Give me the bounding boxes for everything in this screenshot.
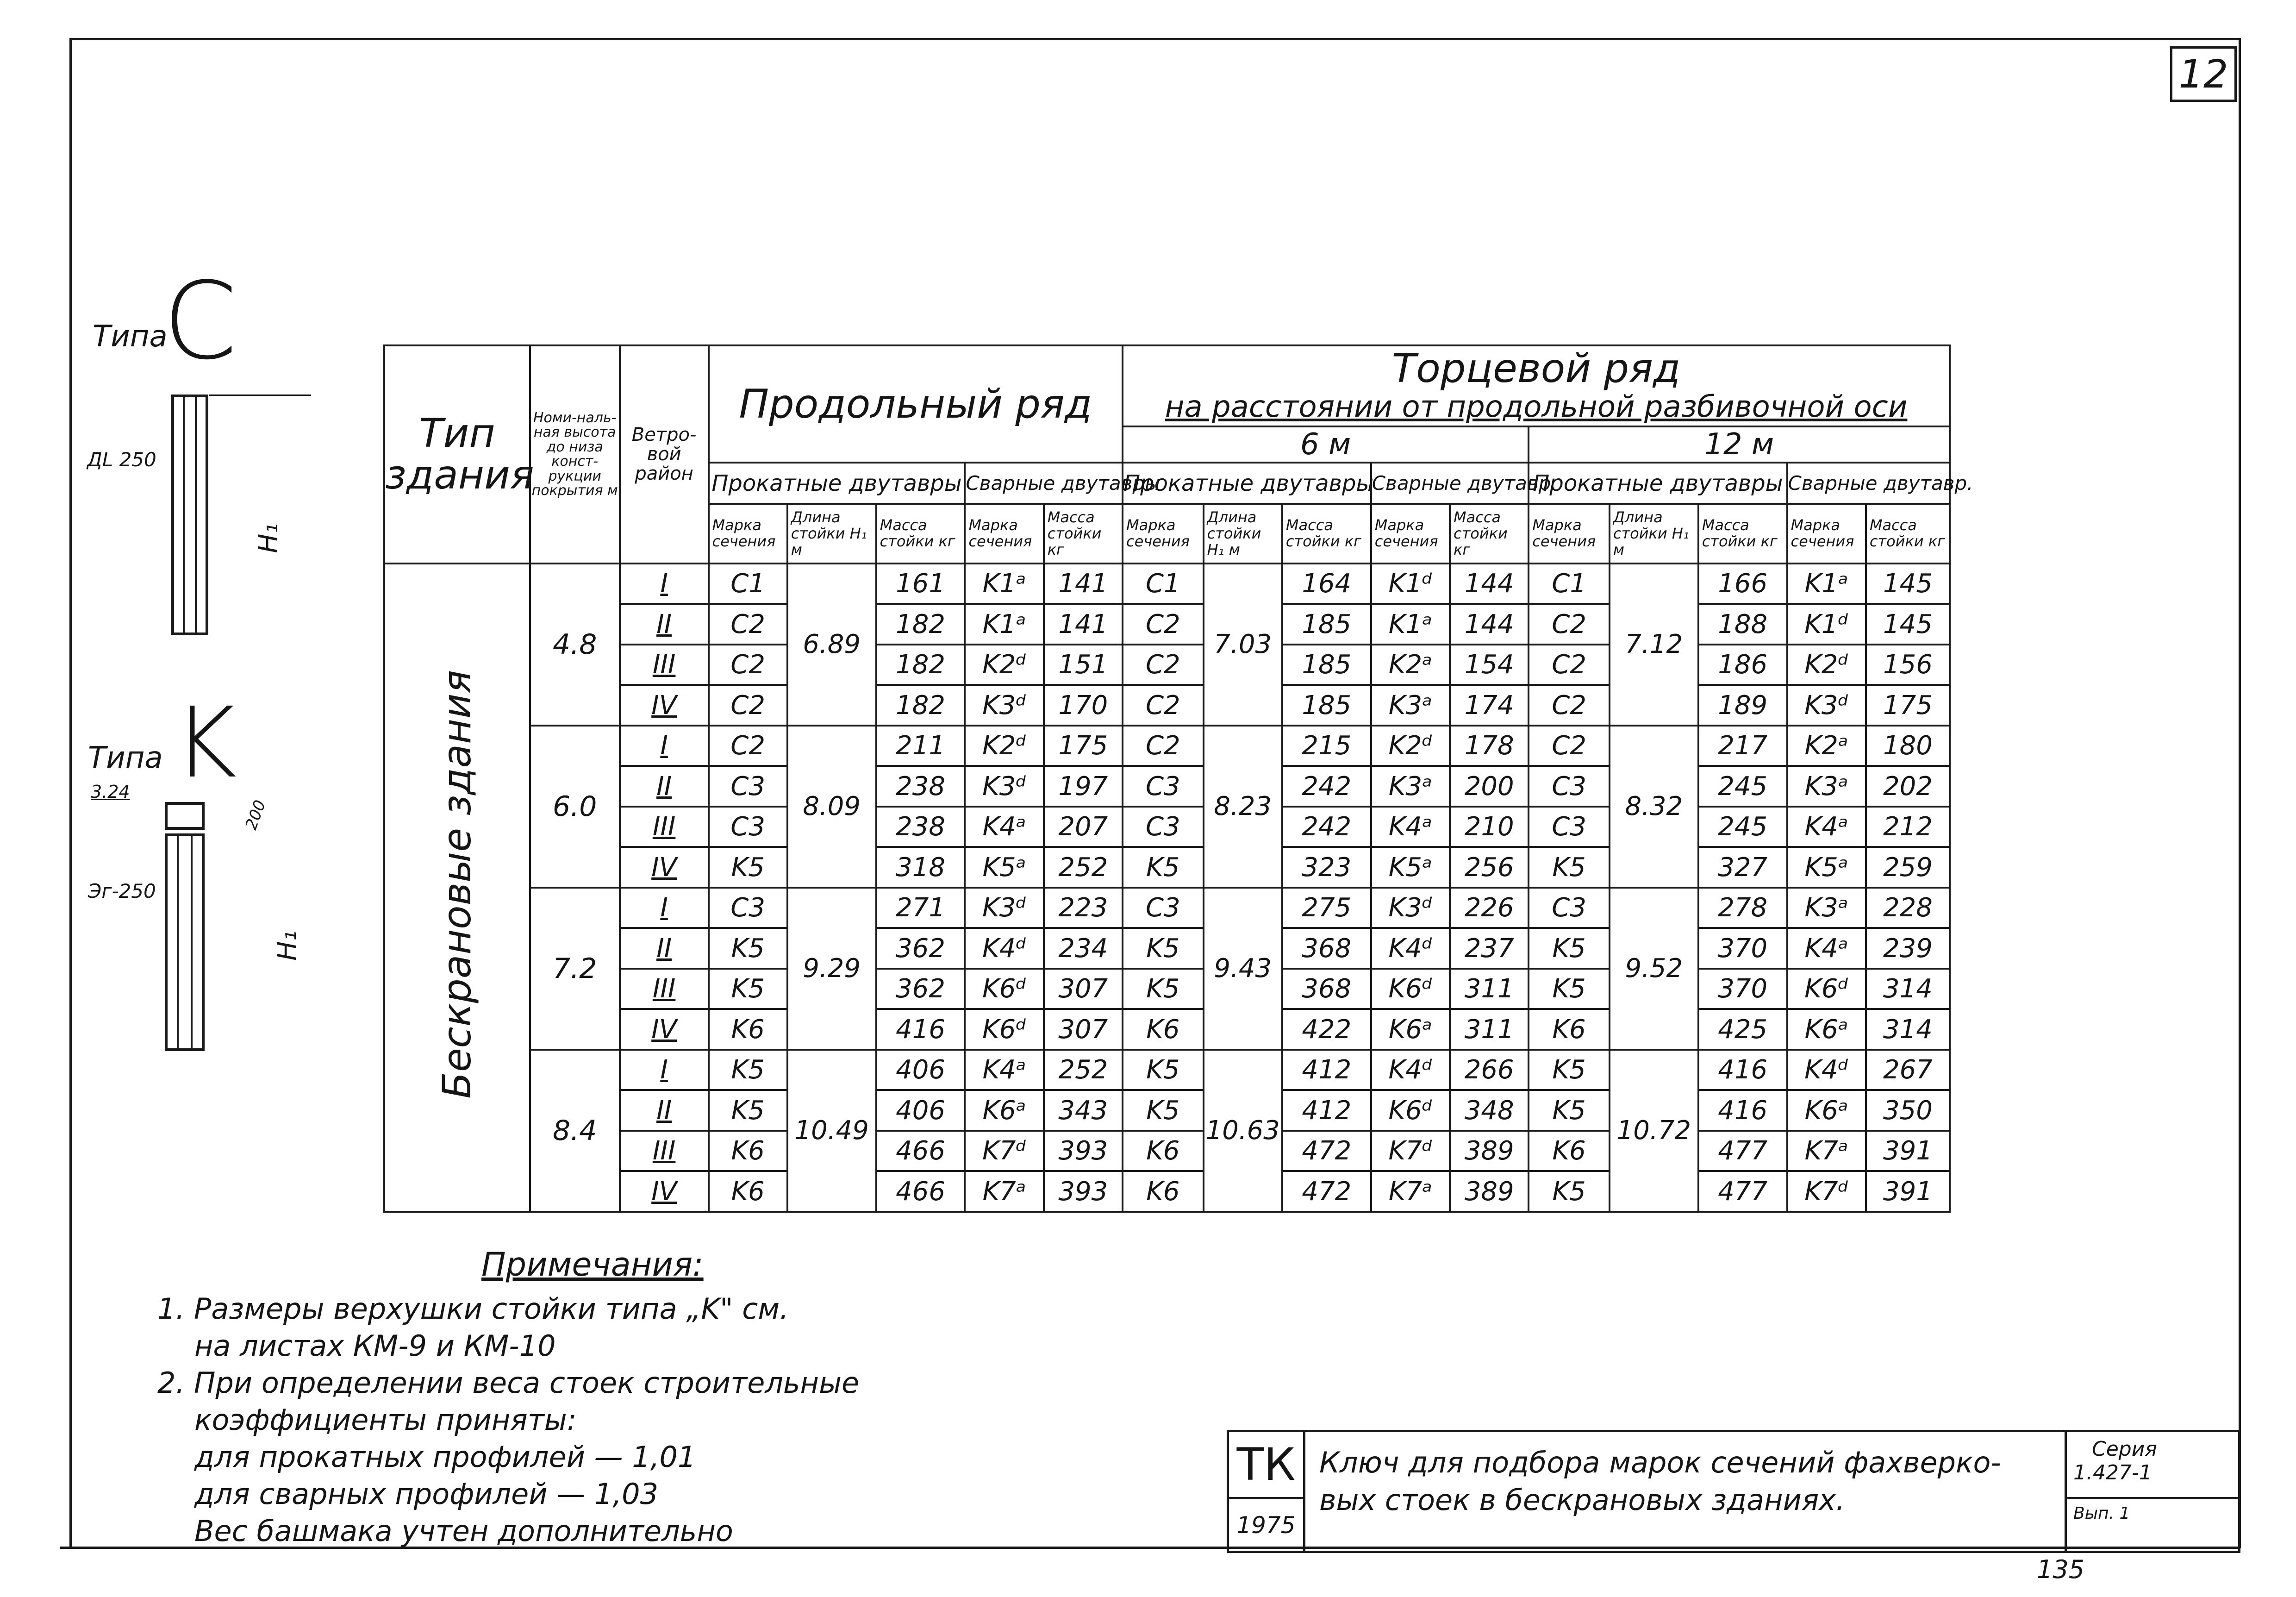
type-c-prefix: Типа [93, 319, 168, 354]
section-mark-cell: C2 [1529, 645, 1610, 685]
mass-cell: 314 [1866, 969, 1950, 1009]
mass-cell: 166 [1698, 564, 1787, 604]
section-mark-cell: C3 [709, 807, 787, 847]
section-mark-cell: K4ᵈ [1787, 1050, 1866, 1090]
length-cell: 8.32 [1610, 726, 1698, 888]
section-mark-cell: K7ᵃ [965, 1171, 1043, 1212]
mass-cell: 170 [1044, 685, 1123, 726]
section-mark-cell: K6 [1529, 1131, 1610, 1171]
wind-region-cell: IV [620, 847, 709, 888]
section-mark-cell: K6 [1123, 1009, 1204, 1050]
header-wind-region: Ветро-вой район [620, 345, 709, 564]
wind-region-cell: III [620, 645, 709, 685]
mass-cell: 307 [1044, 1009, 1123, 1050]
section-mark-cell: K5 [1123, 969, 1204, 1009]
mass-cell: 412 [1282, 1050, 1371, 1090]
header-mark: Марка сечения [965, 504, 1043, 564]
section-mark-cell: K5 [1529, 847, 1610, 888]
section-mark-cell: K5 [1529, 969, 1610, 1009]
mass-cell: 185 [1282, 604, 1371, 645]
mass-cell: 406 [876, 1090, 965, 1131]
frame-right [2239, 38, 2241, 1548]
mass-cell: 368 [1282, 928, 1371, 969]
header-mark: Марка сечения [1787, 504, 1866, 564]
length-cell: 10.72 [1610, 1050, 1698, 1212]
header-length: Длина стойки H₁ м [787, 504, 876, 564]
section-mark-cell: K2ᵈ [965, 726, 1043, 766]
mass-cell: 185 [1282, 645, 1371, 685]
mass-cell: 323 [1282, 847, 1371, 888]
header-rolled-longitudinal: Прокатные двутавры [709, 463, 965, 504]
section-mark-cell: C1 [1123, 564, 1204, 604]
section-mark-cell: C1 [1529, 564, 1610, 604]
note-line: Вес башмака учтен дополнительно [194, 1514, 733, 1548]
mass-cell: 389 [1450, 1131, 1529, 1171]
note-line: коэффициенты приняты: [194, 1403, 577, 1437]
section-mark-cell: K4ᵃ [965, 807, 1043, 847]
section-mark-cell: K4ᵈ [1371, 1050, 1450, 1090]
section-mark-cell: C3 [1123, 766, 1204, 807]
wind-region-cell: II [620, 604, 709, 645]
section-mark-cell: C2 [1123, 685, 1204, 726]
type-c-height: H₁ [253, 523, 284, 553]
section-mark-cell: C2 [1123, 726, 1204, 766]
mass-cell: 362 [876, 969, 965, 1009]
header-mass: Масса стойки кг [1866, 504, 1950, 564]
mass-cell: 178 [1450, 726, 1529, 766]
section-mark-cell: K6ᵃ [1371, 1009, 1450, 1050]
mass-cell: 200 [1450, 766, 1529, 807]
mass-cell: 271 [876, 888, 965, 928]
mass-cell: 256 [1450, 847, 1529, 888]
type-k-letter: K [173, 686, 237, 800]
header-mark: Марка сечения [709, 504, 787, 564]
mass-cell: 466 [876, 1131, 965, 1171]
mass-cell: 477 [1698, 1131, 1787, 1171]
section-mark-cell: K7ᵃ [1787, 1131, 1866, 1171]
notes-title: Примечания: [481, 1246, 704, 1284]
section-mark-cell: K4ᵈ [965, 928, 1043, 969]
stamp-series-label: Серия [2092, 1437, 2157, 1461]
section-mark-cell: K3ᵈ [1787, 685, 1866, 726]
mass-cell: 185 [1282, 685, 1371, 726]
section-mark-cell: K1ᵃ [965, 564, 1043, 604]
header-end-row [1123, 345, 1950, 426]
mass-cell: 217 [1698, 726, 1787, 766]
header-rolled-6m: Прокатные двутавры [1123, 463, 1371, 504]
section-mark-cell: K4ᵃ [1787, 807, 1866, 847]
section-mark-cell: C3 [1529, 807, 1610, 847]
section-mark-cell: K5 [1529, 1050, 1610, 1090]
mass-cell: 161 [876, 564, 965, 604]
mass-cell: 210 [1450, 807, 1529, 847]
mass-cell: 145 [1866, 564, 1950, 604]
section-mark-cell: K6 [709, 1009, 787, 1050]
mass-cell: 189 [1698, 685, 1787, 726]
section-mark-cell: K2ᵈ [1787, 645, 1866, 685]
mass-cell: 425 [1698, 1009, 1787, 1050]
mass-cell: 252 [1044, 1050, 1123, 1090]
section-mark-cell: C3 [1123, 807, 1204, 847]
section-mark-cell: K1ᵃ [965, 604, 1043, 645]
mass-cell: 416 [1698, 1050, 1787, 1090]
header-rolled-12m: Прокатные двутавры [1529, 463, 1787, 504]
mass-cell: 226 [1450, 888, 1529, 928]
mass-cell: 472 [1282, 1171, 1371, 1212]
mass-cell: 174 [1450, 685, 1529, 726]
mass-cell: 234 [1044, 928, 1123, 969]
height-cell: 4.8 [530, 564, 620, 726]
section-mark-cell: K6 [1123, 1171, 1204, 1212]
mass-cell: 151 [1044, 645, 1123, 685]
mass-cell: 245 [1698, 807, 1787, 847]
column-k-cap [165, 802, 205, 830]
mass-cell: 164 [1282, 564, 1371, 604]
section-mark-cell: K2ᵃ [1371, 645, 1450, 685]
section-mark-cell: C2 [1529, 685, 1610, 726]
mass-cell: 145 [1866, 604, 1950, 645]
type-c-profile: ДL 250 [87, 448, 156, 471]
section-mark-cell: K5 [709, 969, 787, 1009]
section-mark-cell: K5 [709, 928, 787, 969]
mass-cell: 406 [876, 1050, 965, 1090]
stamp-title-line1: Ключ для подбора марок сечений фахверко- [1319, 1446, 2001, 1479]
mass-cell: 156 [1866, 645, 1950, 685]
section-mark-cell: K7ᵈ [1787, 1171, 1866, 1212]
mass-cell: 245 [1698, 766, 1787, 807]
section-mark-cell: K5 [1529, 1171, 1610, 1212]
mass-cell: 391 [1866, 1131, 1950, 1171]
section-mark-cell: K1ᵃ [1371, 604, 1450, 645]
section-mark-cell: C2 [1123, 604, 1204, 645]
stamp-series [2065, 1430, 2240, 1499]
section-mark-cell: K5 [1529, 928, 1610, 969]
stamp-year: 1975 [1227, 1497, 1305, 1553]
section-mark-cell: K3ᵃ [1371, 766, 1450, 807]
wind-region-cell: I [620, 1050, 709, 1090]
section-mark-cell: K4ᵈ [1371, 928, 1450, 969]
section-mark-cell: K5 [1123, 1050, 1204, 1090]
wind-region-cell: II [620, 766, 709, 807]
section-mark-cell: K5ᵃ [1787, 847, 1866, 888]
header-mass: Масса стойки кг [1450, 504, 1529, 564]
section-mark-cell: K4ᵃ [1787, 928, 1866, 969]
building-type-cell [384, 564, 530, 1212]
mass-cell: 393 [1044, 1171, 1123, 1212]
section-mark-cell: C2 [709, 604, 787, 645]
mass-cell: 188 [1698, 604, 1787, 645]
mass-cell: 343 [1044, 1090, 1123, 1131]
frame-top [69, 38, 2240, 40]
section-mark-cell: K5 [1529, 1090, 1610, 1131]
section-mark-cell: K6ᵈ [965, 1009, 1043, 1050]
type-k-dim: 200 [242, 797, 270, 833]
section-mark-cell: C1 [709, 564, 787, 604]
height-cell: 7.2 [530, 888, 620, 1050]
header-building-type: Тип здания [384, 345, 530, 564]
section-mark-cell: K5 [709, 847, 787, 888]
stamp-series-value: 1.427-1 [2073, 1460, 2152, 1484]
mass-cell: 252 [1044, 847, 1123, 888]
mass-cell: 144 [1450, 564, 1529, 604]
header-end-row-title: Торцевой ряд [1391, 345, 1681, 392]
mass-cell: 238 [876, 807, 965, 847]
mass-cell: 362 [876, 928, 965, 969]
mass-cell: 370 [1698, 969, 1787, 1009]
mass-cell: 186 [1698, 645, 1787, 685]
wind-region-cell: II [620, 1090, 709, 1131]
note-line: 1. Размеры верхушки стойки типа „K" см. [157, 1292, 789, 1326]
mass-cell: 477 [1698, 1171, 1787, 1212]
length-cell: 9.29 [787, 888, 876, 1050]
mass-cell: 182 [876, 604, 965, 645]
header-mass: Масса стойки кг [1698, 504, 1787, 564]
mass-cell: 389 [1450, 1171, 1529, 1212]
section-mark-cell: K4ᵃ [965, 1050, 1043, 1090]
type-k-prefix: Типа [88, 741, 163, 775]
mass-cell: 141 [1044, 604, 1123, 645]
mass-cell: 238 [876, 766, 965, 807]
mass-cell: 223 [1044, 888, 1123, 928]
note-line: для сварных профилей — 1,03 [194, 1477, 659, 1511]
height-cell: 8.4 [530, 1050, 620, 1212]
mass-cell: 242 [1282, 807, 1371, 847]
note-line: 2. При определении веса стоек строительные [157, 1366, 860, 1400]
section-mark-cell: K6ᵈ [1371, 1090, 1450, 1131]
section-mark-cell: C3 [1529, 888, 1610, 928]
mass-cell: 182 [876, 685, 965, 726]
wind-region-cell: IV [620, 1009, 709, 1050]
mass-cell: 182 [876, 645, 965, 685]
table-row [384, 888, 1950, 928]
mass-cell: 393 [1044, 1131, 1123, 1171]
type-k-profile: Эг-250 [88, 880, 156, 902]
section-mark-cell: K2ᵈ [1371, 726, 1450, 766]
section-mark-cell: K1ᵈ [1787, 604, 1866, 645]
note-line: для прокатных профилей — 1,01 [194, 1440, 696, 1474]
header-longitudinal-row: Продольный ряд [709, 345, 1123, 463]
mass-cell: 472 [1282, 1131, 1371, 1171]
wind-region-cell: II [620, 928, 709, 969]
height-cell: 6.0 [530, 726, 620, 888]
mass-cell: 416 [876, 1009, 965, 1050]
header-end-row-subtitle: на расстоянии от продольной разбивочной оси [1165, 389, 1908, 424]
header-distance-6m: 6 м [1123, 426, 1529, 463]
length-cell: 10.63 [1204, 1050, 1282, 1212]
mass-cell: 242 [1282, 766, 1371, 807]
type-k-height: H₁ [272, 931, 302, 961]
mass-cell: 466 [876, 1171, 965, 1212]
wind-region-cell: IV [620, 685, 709, 726]
mass-cell: 211 [876, 726, 965, 766]
mass-cell: 197 [1044, 766, 1123, 807]
wind-region-cell: I [620, 564, 709, 604]
section-mark-cell: K3ᵈ [965, 888, 1043, 928]
mass-cell: 212 [1866, 807, 1950, 847]
mass-cell: 180 [1866, 726, 1950, 766]
section-mark-cell: K3ᵈ [965, 766, 1043, 807]
column-c-web [183, 395, 197, 635]
section-mark-cell: C3 [1529, 766, 1610, 807]
wind-region-cell: I [620, 888, 709, 928]
header-mass: Масса стойки кг [1282, 504, 1371, 564]
bottom-mark: 135 [2037, 1555, 2085, 1584]
stamp-title [1303, 1430, 2067, 1553]
section-mark-cell: K6ᵈ [965, 969, 1043, 1009]
mass-cell: 175 [1866, 685, 1950, 726]
section-mark-cell: K7ᵈ [965, 1131, 1043, 1171]
mass-cell: 327 [1698, 847, 1787, 888]
stamp-title-line2: вых стоек в бескрановых зданиях. [1319, 1483, 1845, 1517]
section-mark-cell: K5ᵃ [965, 847, 1043, 888]
section-mark-cell: K1ᵈ [1371, 564, 1450, 604]
mass-cell: 266 [1450, 1050, 1529, 1090]
table-body [384, 564, 1950, 1212]
wind-region-cell: III [620, 807, 709, 847]
mass-cell: 307 [1044, 969, 1123, 1009]
mass-cell: 318 [876, 847, 965, 888]
section-mark-cell: K5 [1123, 928, 1204, 969]
header-nominal-height: Номи-наль-ная высота до низа конст-рукции покрытия м [530, 345, 620, 564]
section-mark-cell: K5ᵃ [1371, 847, 1450, 888]
mass-cell: 314 [1866, 1009, 1950, 1050]
type-k-ref: 3.24 [91, 782, 130, 802]
mass-cell: 215 [1282, 726, 1371, 766]
section-mark-cell: K6ᵈ [1371, 969, 1450, 1009]
stamp-org: ТК [1227, 1430, 1305, 1499]
building-type-value: Бескрановые здания [434, 670, 480, 1099]
section-mark-cell: K3ᵃ [1787, 888, 1866, 928]
header-mark: Марка сечения [1529, 504, 1610, 564]
mass-cell: 368 [1282, 969, 1371, 1009]
table-row [384, 564, 1950, 604]
mass-cell: 259 [1866, 847, 1950, 888]
mass-cell: 412 [1282, 1090, 1371, 1131]
section-mark-cell: K6ᵃ [1787, 1090, 1866, 1131]
mass-cell: 267 [1866, 1050, 1950, 1090]
section-mark-cell: K6 [709, 1171, 787, 1212]
mass-cell: 239 [1866, 928, 1950, 969]
title-stamp [1227, 1430, 2240, 1553]
section-mark-cell: K2ᵈ [965, 645, 1043, 685]
section-mark-cell: K6ᵃ [965, 1090, 1043, 1131]
column-selection-table [383, 344, 1973, 1213]
mass-cell: 237 [1450, 928, 1529, 969]
mass-cell: 175 [1044, 726, 1123, 766]
table-row [384, 726, 1950, 766]
section-mark-cell: K3ᵈ [1371, 888, 1450, 928]
section-mark-cell: K1ᵃ [1787, 564, 1866, 604]
section-mark-cell: C2 [709, 726, 787, 766]
column-c-dim-line [209, 395, 311, 396]
section-mark-cell: K5 [709, 1050, 787, 1090]
section-mark-cell: C2 [1123, 645, 1204, 685]
mass-cell: 275 [1282, 888, 1371, 928]
header-length: Длина стойки H₁ м [1610, 504, 1698, 564]
section-mark-cell: K6 [1529, 1009, 1610, 1050]
frame-left [69, 38, 72, 1548]
length-cell: 7.12 [1610, 564, 1698, 726]
section-mark-cell: K6 [709, 1131, 787, 1171]
mass-cell: 422 [1282, 1009, 1371, 1050]
stamp-issue: Вып. 1 [2065, 1497, 2240, 1553]
length-cell: 7.03 [1204, 564, 1282, 726]
section-mark-cell: K2ᵃ [1787, 726, 1866, 766]
section-mark-cell: K3ᵈ [965, 685, 1043, 726]
mass-cell: 370 [1698, 928, 1787, 969]
wind-region-cell: I [620, 726, 709, 766]
mass-cell: 207 [1044, 807, 1123, 847]
wind-region-cell: IV [620, 1171, 709, 1212]
wind-region-cell: III [620, 969, 709, 1009]
mass-cell: 278 [1698, 888, 1787, 928]
mass-cell: 154 [1450, 645, 1529, 685]
table-row [384, 1050, 1950, 1090]
wind-region-cell: III [620, 1131, 709, 1171]
section-mark-cell: K6 [1123, 1131, 1204, 1171]
mass-cell: 311 [1450, 969, 1529, 1009]
header-distance-12m: 12 м [1529, 426, 1950, 463]
column-k-web [177, 833, 193, 1051]
section-mark-cell: C2 [709, 645, 787, 685]
length-cell: 10.49 [787, 1050, 876, 1212]
mass-cell: 202 [1866, 766, 1950, 807]
section-mark-cell: K3ᵃ [1787, 766, 1866, 807]
mass-cell: 228 [1866, 888, 1950, 928]
length-cell: 9.43 [1204, 888, 1282, 1050]
section-mark-cell: C2 [1529, 604, 1610, 645]
mass-cell: 144 [1450, 604, 1529, 645]
mass-cell: 350 [1866, 1090, 1950, 1131]
section-mark-cell: C3 [1123, 888, 1204, 928]
section-mark-cell: K6ᵈ [1787, 969, 1866, 1009]
header-welded-longitudinal: Сварные двутавры [965, 463, 1123, 504]
length-cell: 8.09 [787, 726, 876, 888]
mass-cell: 416 [1698, 1090, 1787, 1131]
section-mark-cell: C3 [709, 766, 787, 807]
mass-cell: 348 [1450, 1090, 1529, 1131]
header-mark: Марка сечения [1123, 504, 1204, 564]
section-mark-cell: C3 [709, 888, 787, 928]
mass-cell: 391 [1866, 1171, 1950, 1212]
note-line: на листах КМ-9 и КМ-10 [194, 1329, 556, 1363]
section-mark-cell: K6ᵃ [1787, 1009, 1866, 1050]
length-cell: 6.89 [787, 564, 876, 726]
section-mark-cell: K5 [1123, 847, 1204, 888]
section-mark-cell: K4ᵃ [1371, 807, 1450, 847]
header-mark: Марка сечения [1371, 504, 1450, 564]
section-mark-cell: K5 [709, 1090, 787, 1131]
length-cell: 8.23 [1204, 726, 1282, 888]
mass-cell: 141 [1044, 564, 1123, 604]
header-welded-12m: Сварные двутавр. [1787, 463, 1950, 504]
header-mass: Масса стойки кг [1044, 504, 1123, 564]
section-mark-cell: K3ᵃ [1371, 685, 1450, 726]
mass-cell: 311 [1450, 1009, 1529, 1050]
header-mass: Масса стойки кг [876, 504, 965, 564]
section-mark-cell: K5 [1123, 1090, 1204, 1131]
section-mark-cell: K7ᵈ [1371, 1131, 1450, 1171]
section-mark-cell: C2 [1529, 726, 1610, 766]
section-mark-cell: K7ᵃ [1371, 1171, 1450, 1212]
header-welded-6m: Сварные двутавр. [1371, 463, 1529, 504]
header-length: Длина стойки H₁ м [1204, 504, 1282, 564]
section-mark-cell: C2 [709, 685, 787, 726]
type-c-letter: C [163, 260, 237, 383]
length-cell: 9.52 [1610, 888, 1698, 1050]
page-number: 12 [2170, 46, 2237, 102]
